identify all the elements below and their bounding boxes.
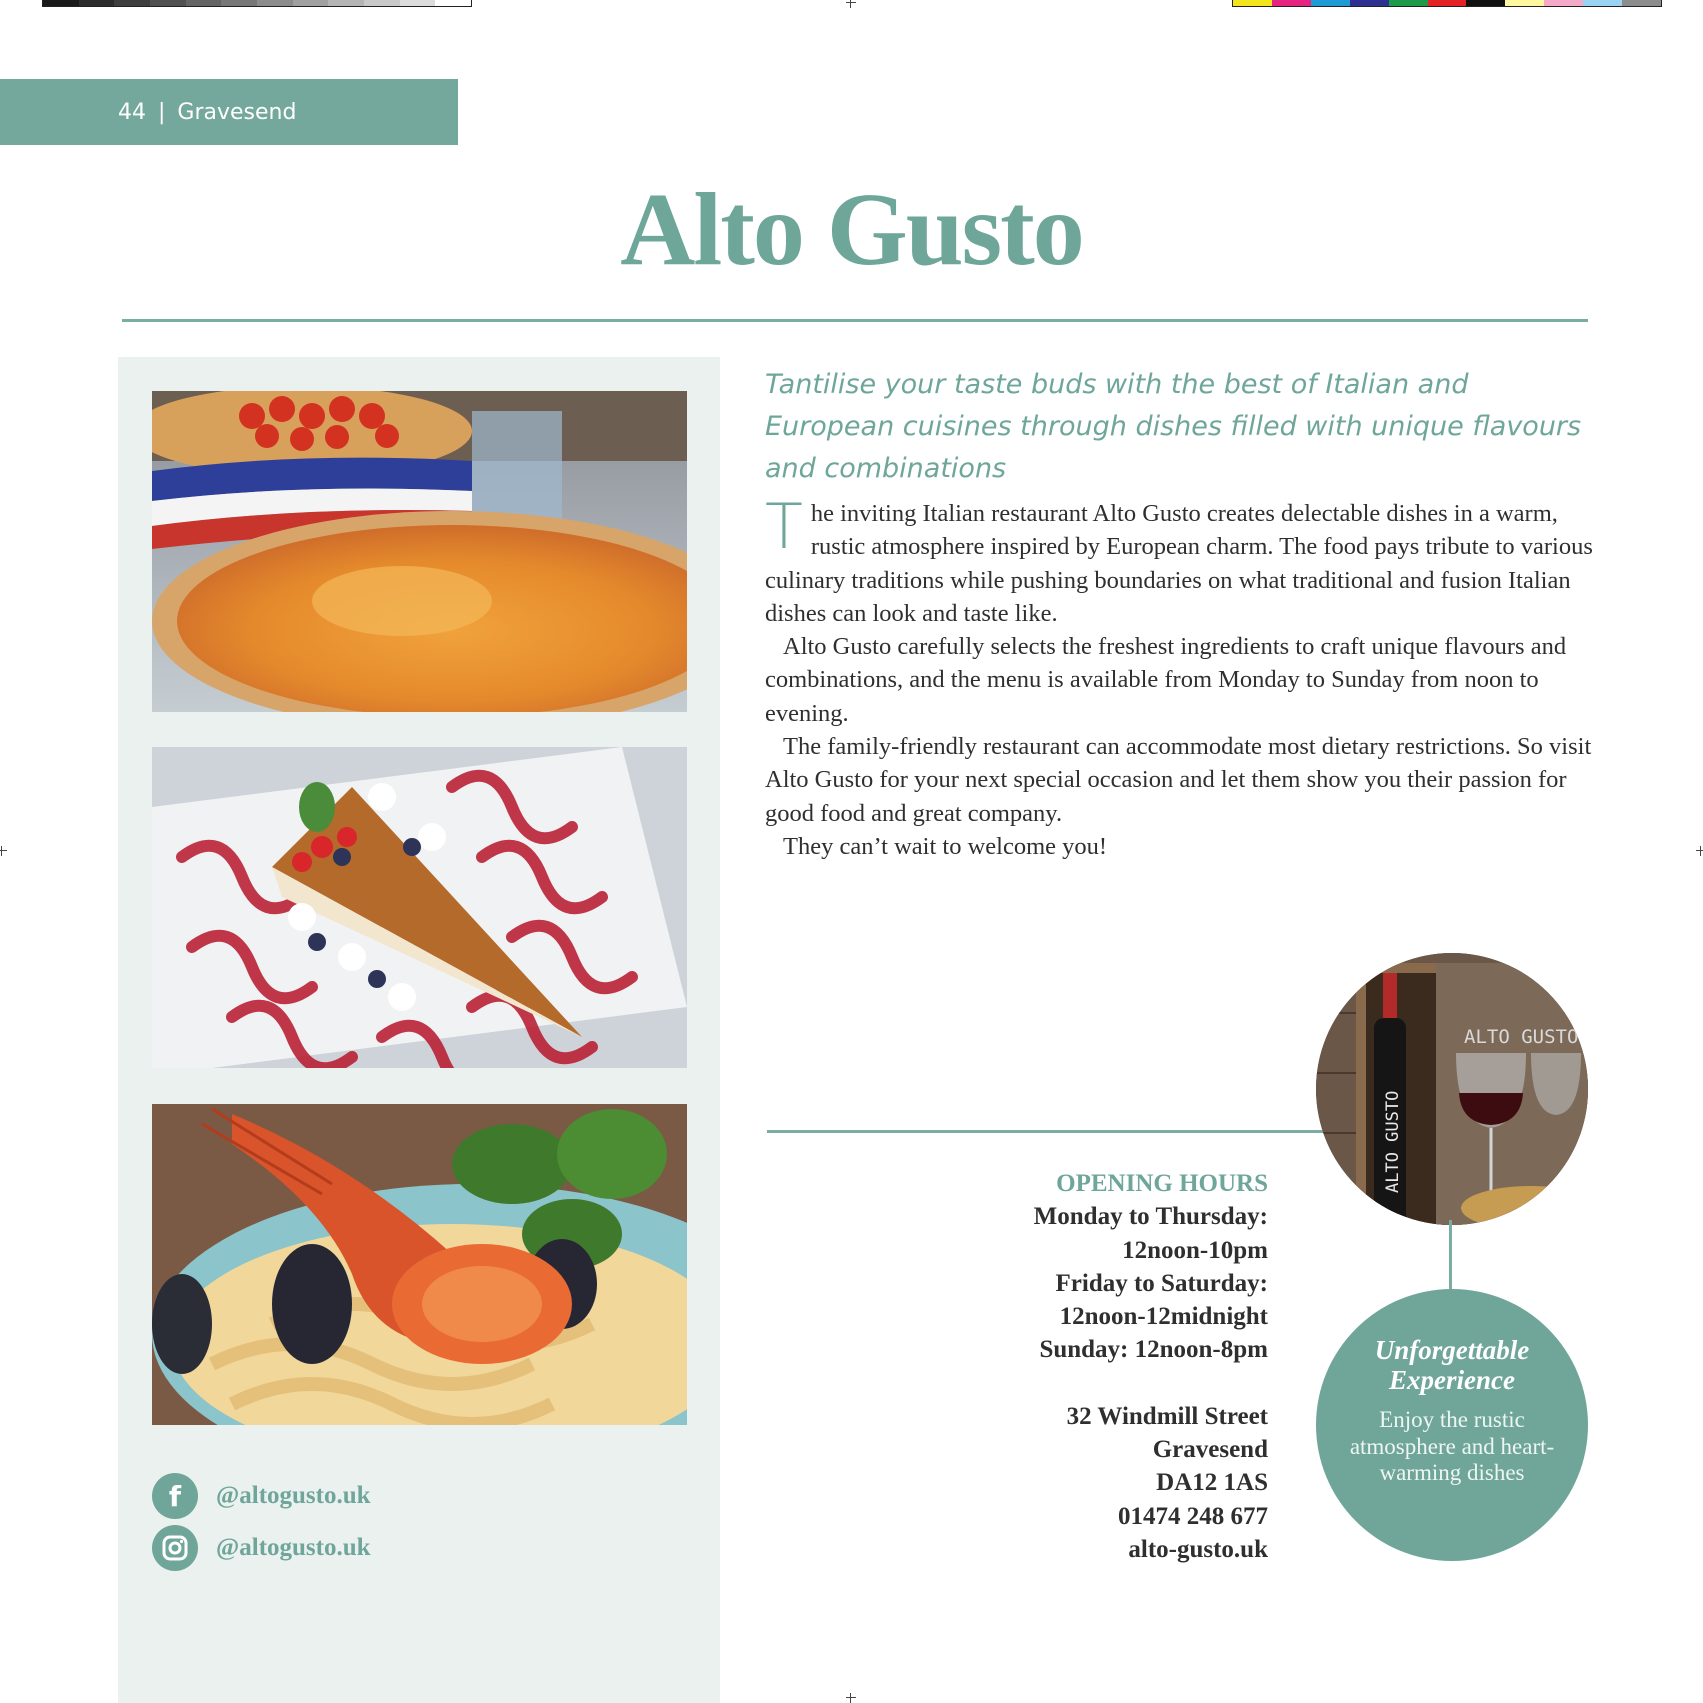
intro-standfirst: Tantilise your taste buds with the best of Italian and European cuisines through dishes filled with unique flavours and combinations xyxy=(765,369,1582,484)
facebook-link[interactable] xyxy=(152,1473,371,1519)
hours-line: Sunday: 12noon-8pm xyxy=(1039,1336,1268,1364)
hours-line: 12noon-10pm xyxy=(1122,1236,1268,1264)
seafood-pasta-photo xyxy=(152,1104,687,1425)
article-paragraph: They can’t wait to welcome you! xyxy=(783,832,1108,860)
title-divider xyxy=(122,319,1588,322)
hours-line: Friday to Saturday: xyxy=(1055,1269,1268,1297)
facebook-icon: f xyxy=(152,1473,198,1519)
dessert-photo xyxy=(152,747,687,1068)
page-header-tab xyxy=(0,79,458,145)
website-link[interactable]: alto-gusto.uk xyxy=(1128,1535,1268,1563)
wine-box-label: ALTO GUSTO xyxy=(1464,1026,1579,1048)
article-paragraph: Alto Gusto carefully selects the freshest ingredients to craft unique flavours and combinations, and the menu is available from Monday to Sunday from noon to evening. xyxy=(765,633,1567,727)
instagram-handle: @altogusto.uk xyxy=(216,1534,371,1561)
wine-bottle-label: ALTO GUSTO xyxy=(1383,1090,1403,1193)
section-name: Gravesend xyxy=(177,99,297,125)
grey-calibration-bar xyxy=(42,0,472,7)
hours-divider xyxy=(767,1130,1327,1133)
hours-line: Monday to Thursday: xyxy=(1033,1203,1268,1231)
registration-mark-left xyxy=(0,846,7,856)
pizza-photo xyxy=(152,391,687,712)
drop-cap: T xyxy=(765,490,803,563)
address-town: Gravesend xyxy=(1152,1436,1268,1464)
page-title: Alto Gusto xyxy=(620,172,1083,287)
feature-text: Enjoy the rustic atmosphere and heart-warming dishes xyxy=(1349,1407,1555,1485)
instagram-link[interactable] xyxy=(152,1525,371,1571)
registration-mark-right xyxy=(1696,846,1703,856)
header-separator: | xyxy=(158,99,166,125)
wine-photo xyxy=(1316,953,1588,1225)
feature-callout xyxy=(1316,1289,1588,1561)
article-paragraph: The inviting Italian restaurant Alto Gusto creates delectable dishes in a warm, rustic atmosphere inspired by European charm. The food pays tribute to various culinary traditions while pushing boundaries on what traditional and fusion Italian dishes can look and taste like. xyxy=(765,490,1593,627)
facebook-handle: @altogusto.uk xyxy=(216,1482,371,1509)
address-postcode: DA12 1AS xyxy=(1156,1469,1268,1497)
color-calibration-bar xyxy=(1232,0,1662,7)
feature-title: Unforgettable Experience xyxy=(1374,1335,1530,1395)
page-number: 44 xyxy=(118,99,146,125)
contact-info xyxy=(900,1167,1268,1566)
hours-line: 12noon-12midnight xyxy=(1059,1303,1268,1331)
registration-mark-top xyxy=(846,0,856,8)
address-street: 32 Windmill Street xyxy=(1066,1402,1268,1430)
registration-mark-bottom xyxy=(846,1693,856,1703)
phone-number[interactable]: 01474 248 677 xyxy=(1118,1502,1268,1530)
instagram-icon xyxy=(152,1525,198,1571)
article-body xyxy=(765,490,1595,863)
article-paragraph: The family-friendly restaurant can accommodate most dietary restrictions. So visit Alto Gusto for your next special occasion and let them show you their passion for good food and great company. xyxy=(765,733,1592,827)
opening-hours-label: OPENING HOURS xyxy=(1056,1170,1268,1197)
